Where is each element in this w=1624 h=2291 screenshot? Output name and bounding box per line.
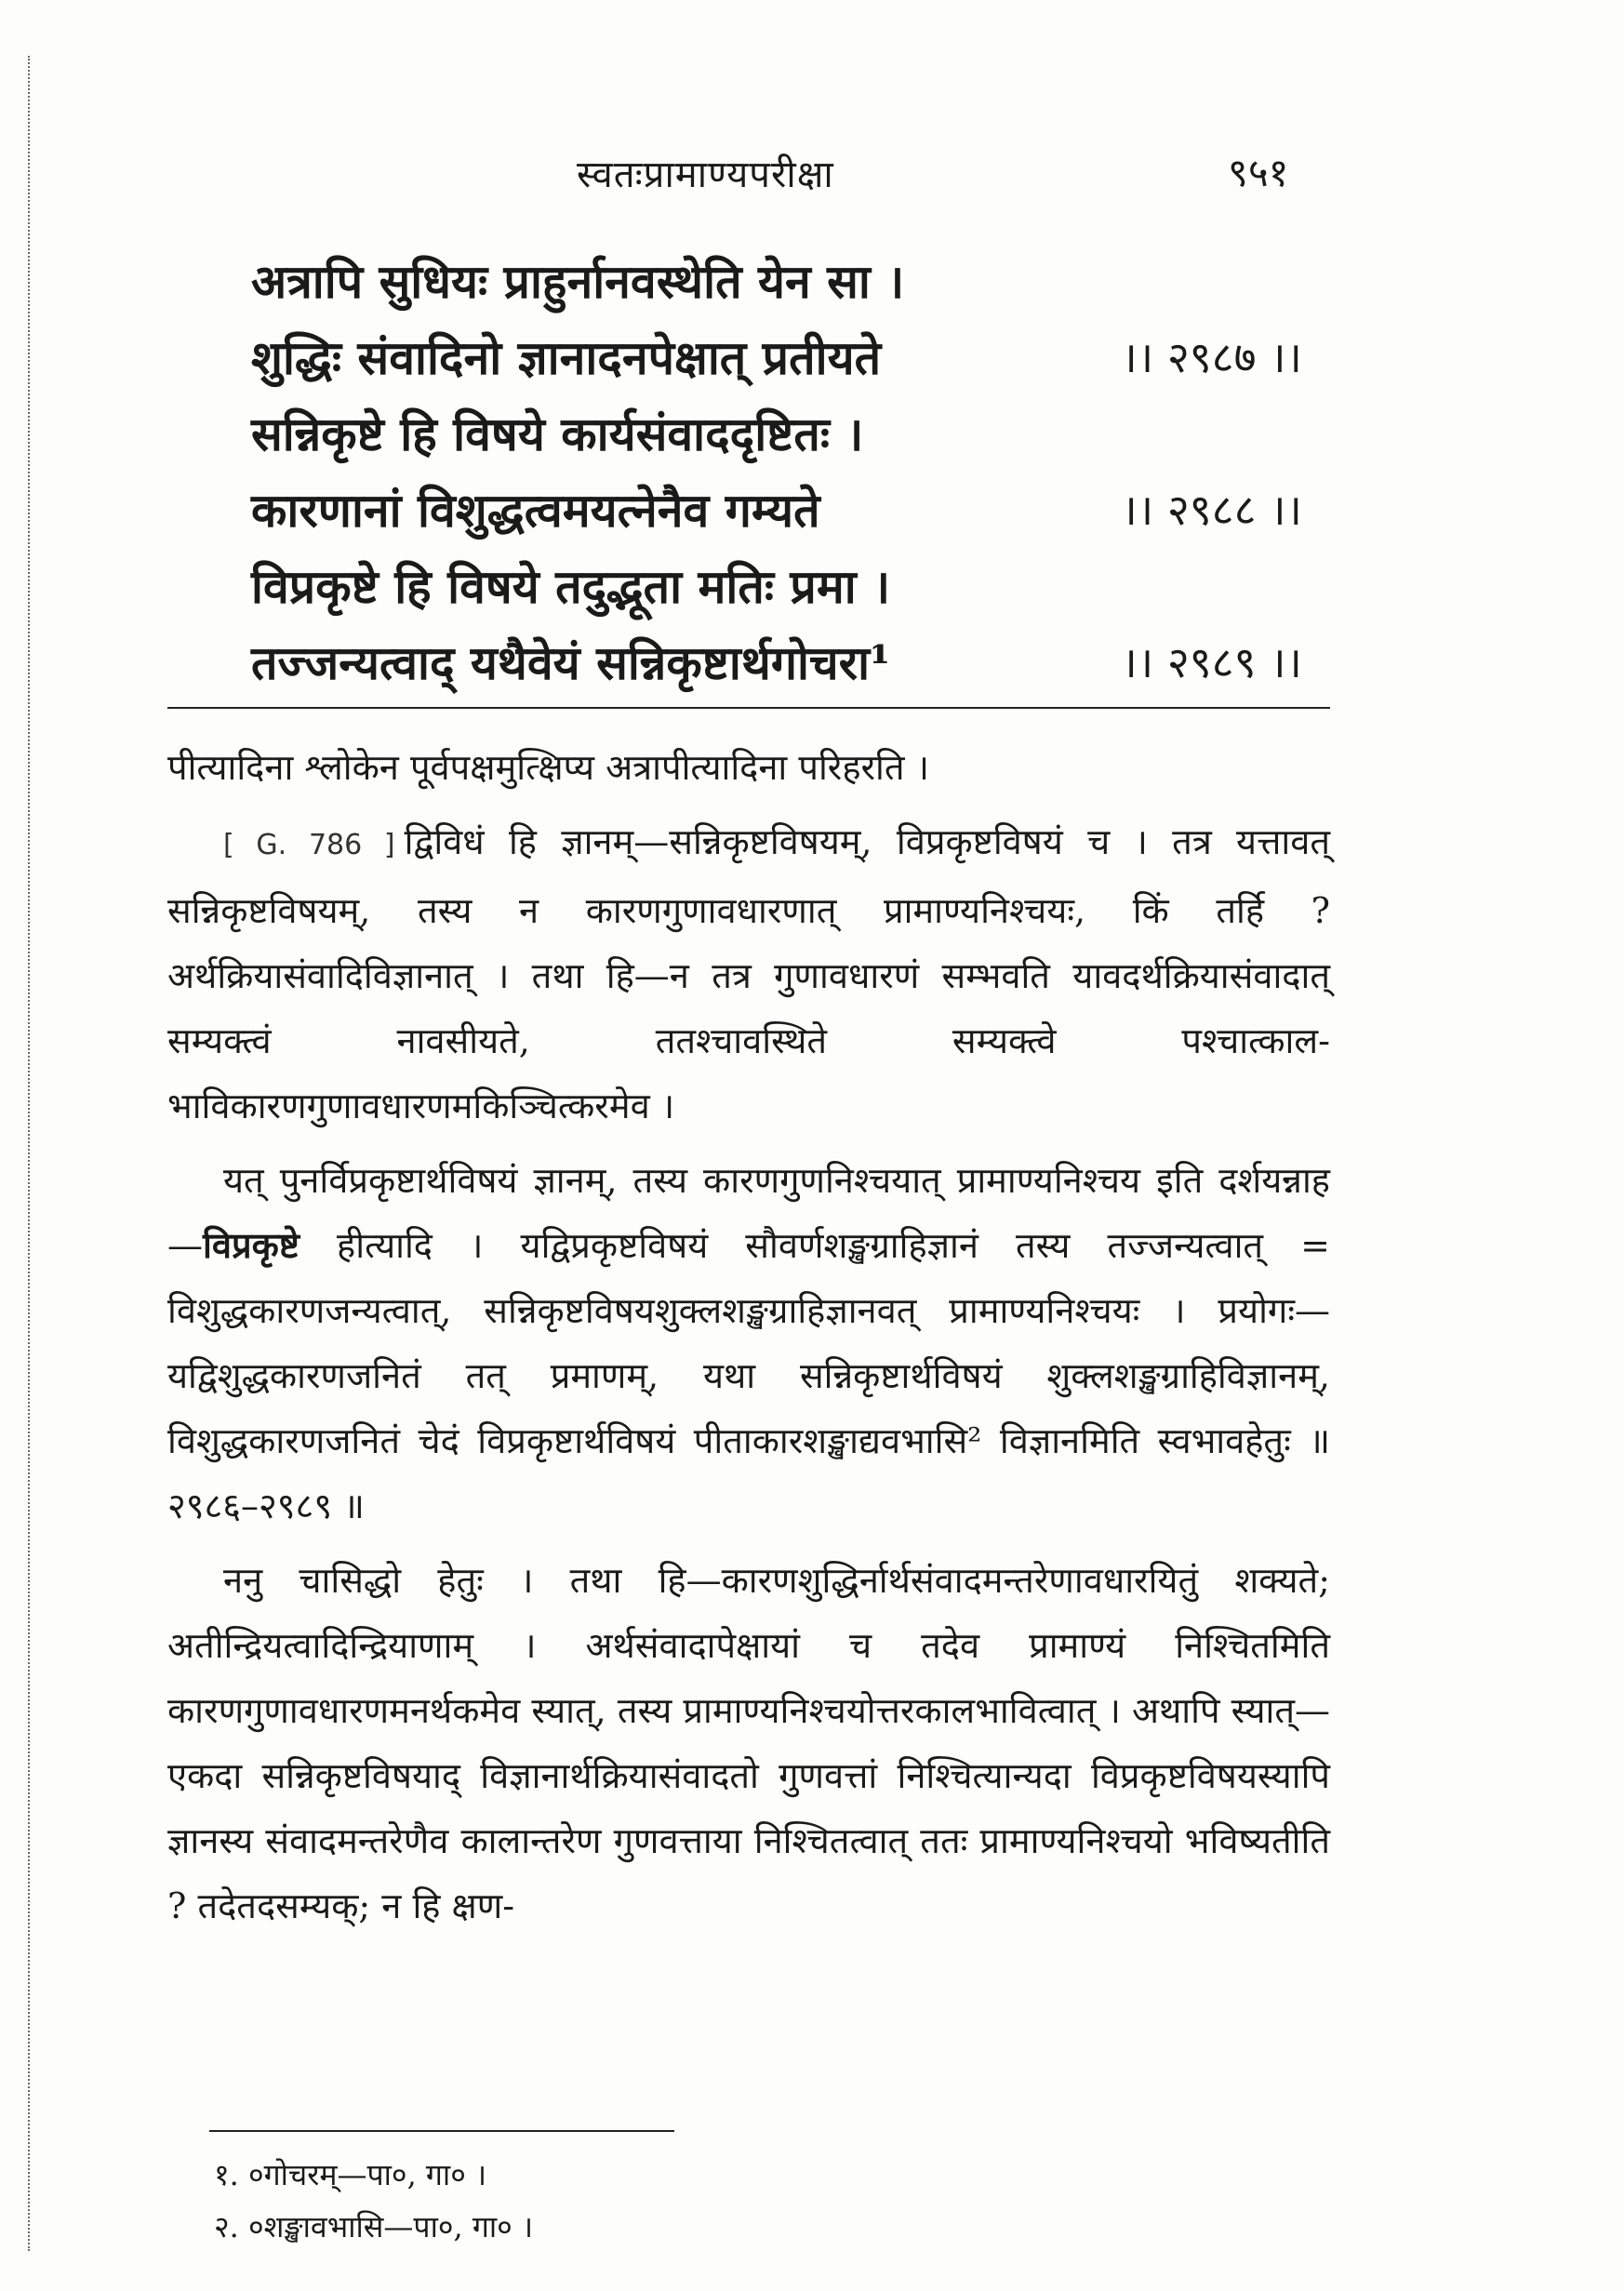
verse-line <box>251 547 1302 623</box>
verse-text: शुद्धिः संवादिनो ज्ञानादनपेक्षात् प्रतीयते <box>251 330 882 385</box>
verse-line <box>251 471 1302 547</box>
verse-number: ।। २९८८ ।। <box>1121 485 1302 535</box>
verse-text: कारणानां विशुद्धत्वमयत्नेनैव गम्यते <box>251 483 820 538</box>
verse-line <box>251 318 1302 394</box>
commentary-text: हीत्यादि । यद्विप्रकृष्टविषयं सौवर्णशङ्खग्राहिज्ञानं तस्य तज्जन्यत्वात् = विशुद्धकारणजन्यत्वात्, सन्निकृष्टविषयशुक्लशङ्खग्राहिज्ञानवत् प्रामाण्यनिश्चयः । प्रयोगः—यद्विशुद्धकारणजनितं तत् प्रमाणम्, यथा सन्निकृष्टार्थविषयं शुक्लशङ्खग्राहिविज्ञानम्, विशुद्धकारणजनितं चेदं विप्रकृष्टार्थविषयं पीताकारशङ्खाद्यवभासि² विज्ञानमिति स्वभावहेतुः ॥ २९८६–२९८९ ॥ <box>167 1225 1330 1526</box>
commentary-text: यत् पुनर्विप्रकृष्टार्थविषयं ज्ञानम्, तस्य कारणगुणनिश्चयात् प्रामाण्यनिश्चय इति दर्शयन्नाह— <box>167 1160 1330 1266</box>
commentary-paragraph <box>167 809 1330 1139</box>
commentary-paragraph: ननु चासिद्धो हेतुः । तथा हि—कारणशुद्धिर्नार्थसंवादमन्तरेणावधारयितुं शक्यते; अतीन्द्रियत्वादिन्द्रियाणाम् । अर्थसंवादापेक्षायां च तदेव प्रामाण्यं निश्चितमिति कारणगुणावधारणमनर्थकमेव स्यात्, तस्य प्रामाण्यनिश्चयोत्तरकालभावित्वात् । अथापि स्यात्—एकदा सन्निकृष्टविषयाद् विज्ञानार्थक्रियासंवादतो गुणवत्तां निश्चित्यान्यदा विप्रकृष्टविषयस्यापि ज्ञानस्य संवादमन्तरेणैव कालान्तरेण गुणवत्ताया निश्चितत्वात् ततः प्रामाण्यनिश्चयो भविष्यतीति ? तदेतदसम्यक्; न हि क्षण- <box>167 1560 1330 1926</box>
commentary <box>167 735 1330 1948</box>
verse-text: सन्निकृष्टे हि विषये कार्यसंवाददृष्टितः । <box>251 406 864 461</box>
gaekwad-page-reference: [ G. 786 ] <box>223 829 395 861</box>
verse-text: तज्जन्यत्वाद् यथैवेयं सन्निकृष्टार्थगोचरा¹ <box>251 635 890 690</box>
commentary-lemma: विप्रकृष्टे <box>203 1224 300 1266</box>
verse-number: ।। २९८७ ।। <box>1121 332 1302 382</box>
page-number: ९५१ <box>1228 150 1289 195</box>
footnotes <box>214 2149 533 2253</box>
footnote-divider <box>209 2130 674 2132</box>
verse-line <box>251 394 1302 471</box>
footnote: १. ०गोचरम्—पा०, गा० । <box>214 2157 487 2192</box>
verse-line <box>251 242 1302 318</box>
commentary-text: द्विविधं हि ज्ञानम्—सन्निकृष्टविषयम्, विप्रकृष्टविषयं च । तत्र यत्तावत् सन्निकृष्टविषयम्, तस्य न कारणगुणावधारणात् प्रामाण्यनिश्चयः, किं तर्हि ? अर्थक्रियासंवादिविज्ञानात् । तथा हि—न तत्र गुणावधारणं सम्भवति यावदर्थक्रियासंवादात् सम्यक्त्वं नावसीयते, ततश्चावस्थिते सम्यक्त्वे पश्चात्काल-भाविकारणगुणावधारणमकिञ्चित्करमेव । <box>167 821 1330 1126</box>
commentary-paragraph <box>167 1148 1330 1538</box>
verse-line <box>251 623 1302 699</box>
verse-text: अत्रापि सुधियः प्राहुर्नानवस्थेति येन सा । <box>251 254 905 309</box>
verse-block <box>251 242 1302 699</box>
commentary-intro: पीत्यादिना श्लोकेन पूर्वपक्षमुत्क्षिप्य अत्रापीत्यादिना परिहरति । <box>167 747 930 788</box>
verse-divider <box>167 707 1330 709</box>
verse-text: विप्रकृष्टे हि विषये तदुद्भूता मतिः प्रमा । <box>251 559 891 614</box>
verse-number: ।। २९८९ ।। <box>1121 637 1302 687</box>
running-head: स्वतःप्रामाण्यपरीक्षा <box>577 153 834 196</box>
page-edge-rule <box>28 56 30 2251</box>
footnote: २. ०शङ्खावभासि—पा०, गा० । <box>214 2209 534 2244</box>
